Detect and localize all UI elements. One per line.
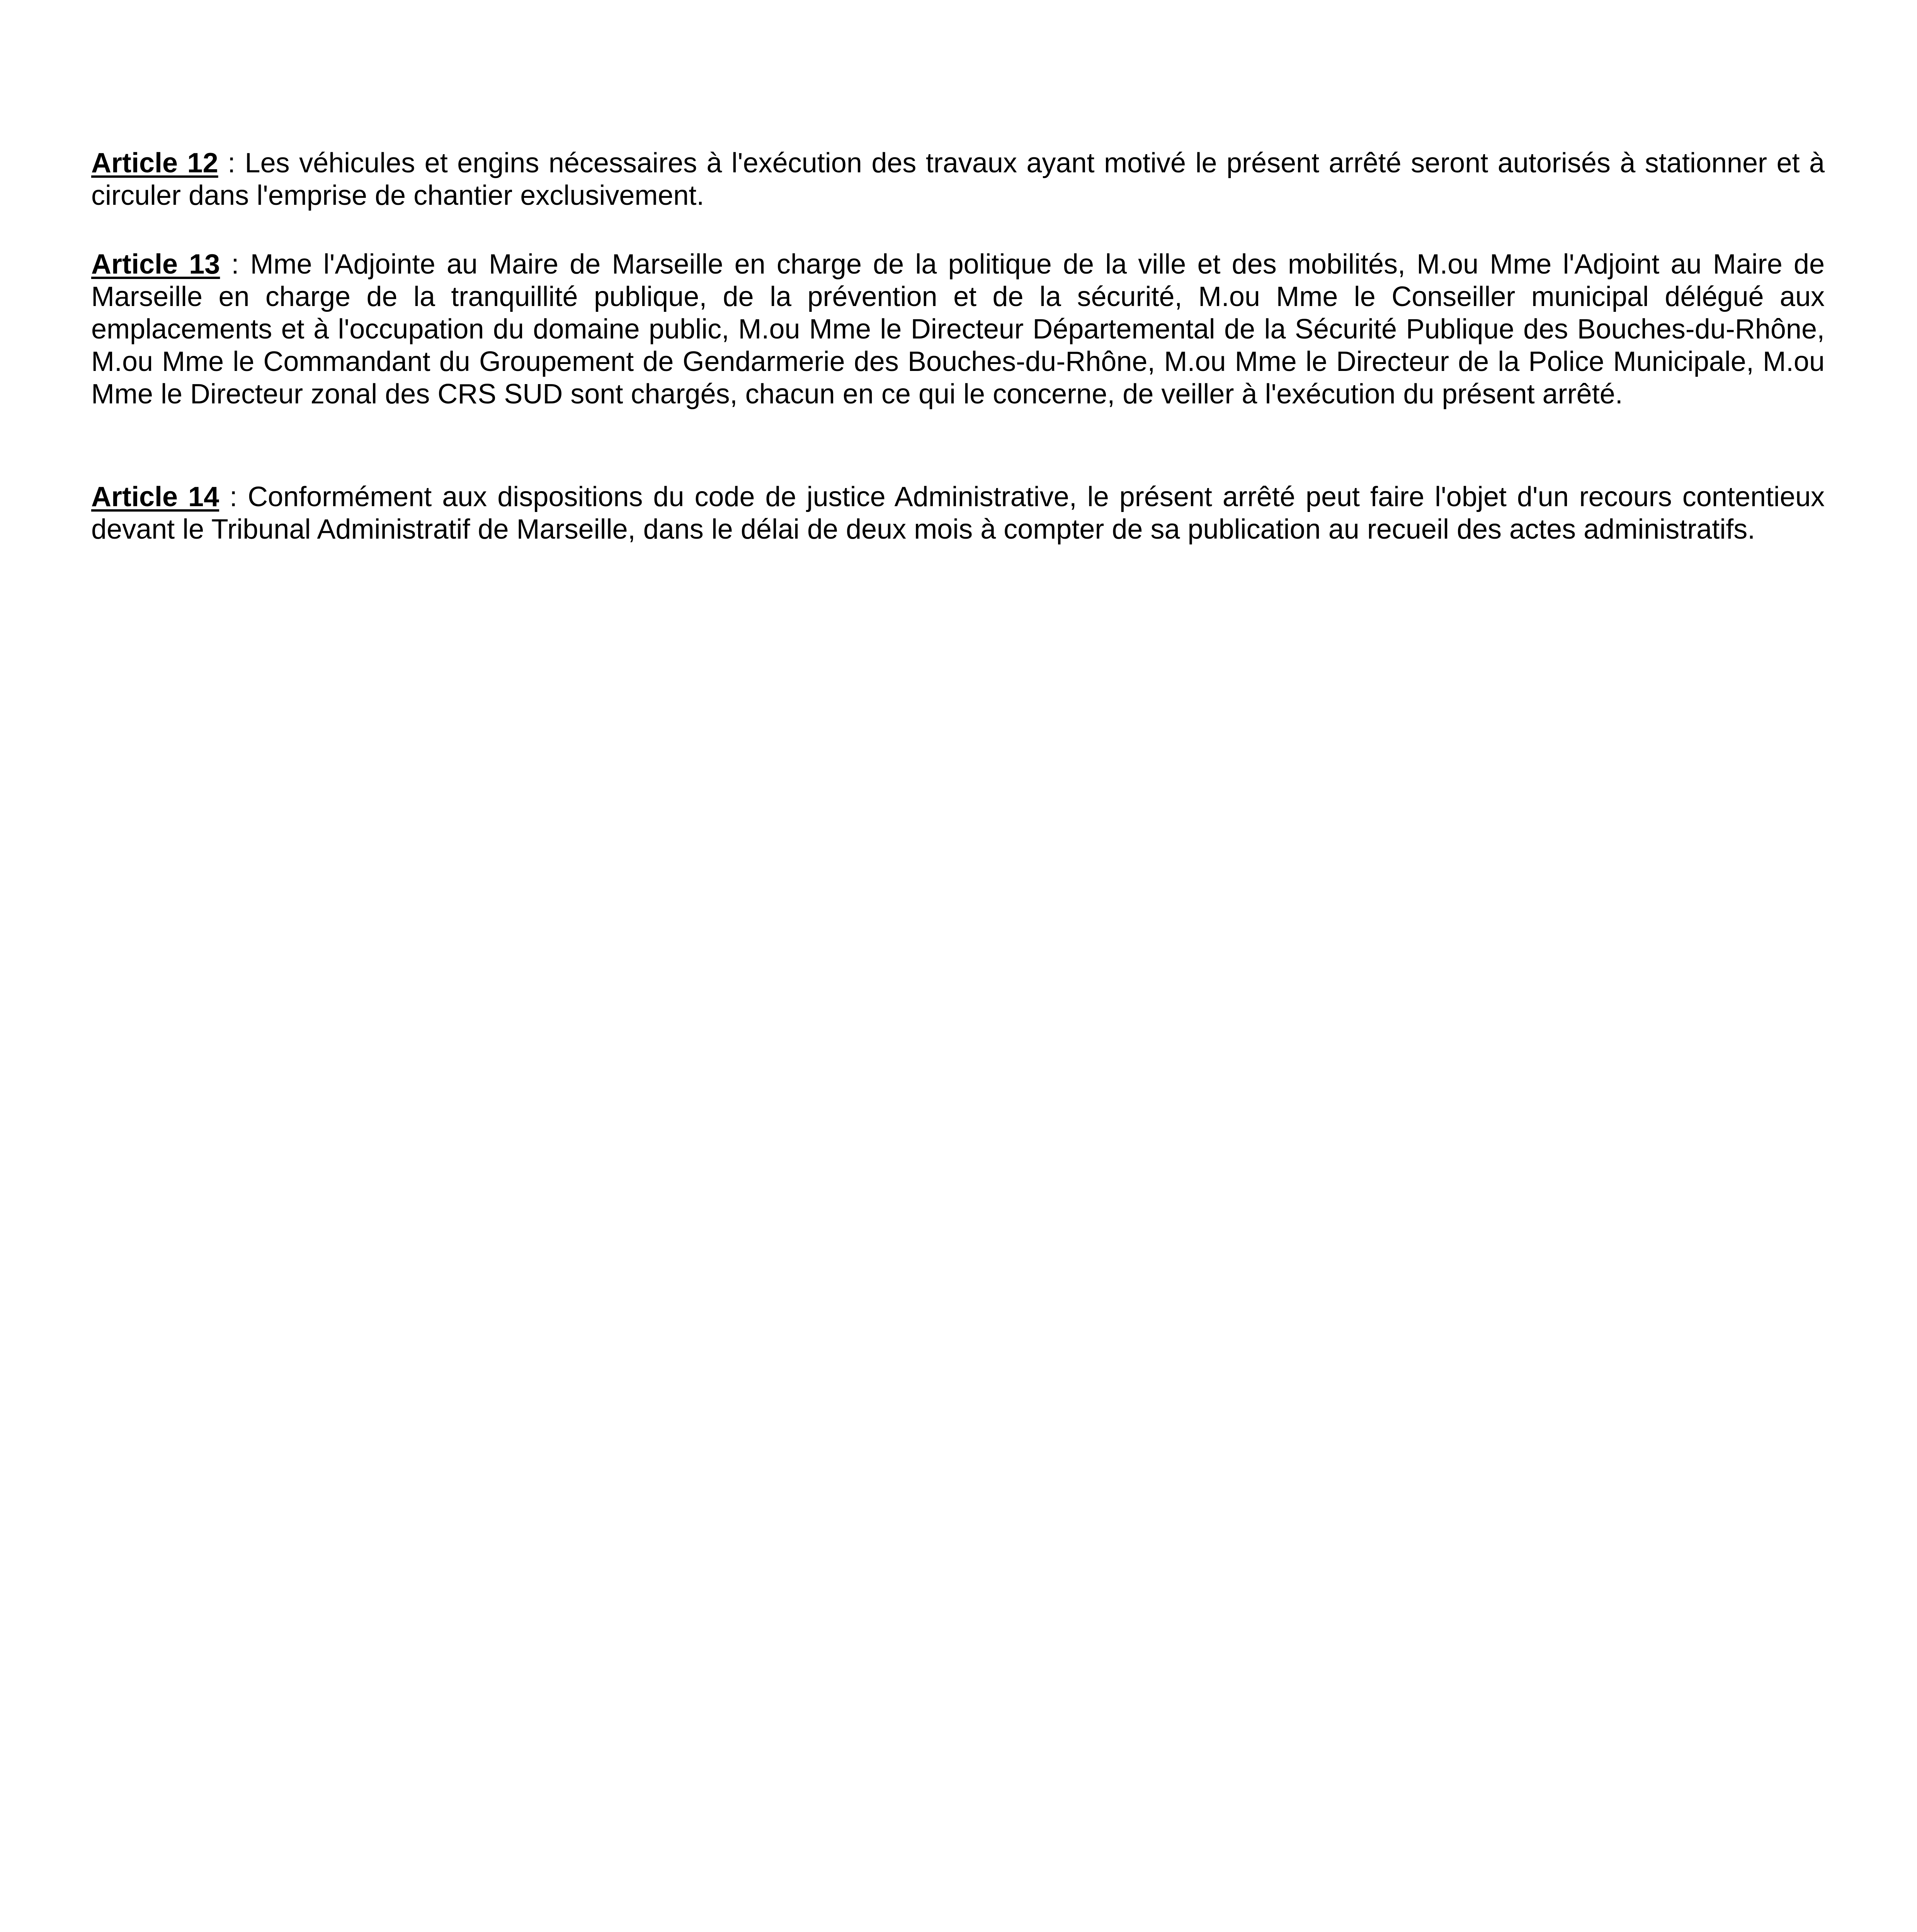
- article-14: [91, 481, 1825, 546]
- article-label: Article 13: [91, 249, 220, 280]
- article-12: [91, 147, 1825, 212]
- article-label: Article 12: [91, 148, 218, 179]
- article-separator: :: [219, 481, 248, 512]
- article-text: Mme l'Adjointe au Maire de Marseille en charge de la politique de la ville et des mobilités, M.ou Mme l'Adjoint au Maire de Marseille en charge de la tranquillité publique, de la prévention et de la sécurité, M.ou Mme le Conseiller municipal délégué aux emplacements et à l'occupation du domaine public, M.ou Mme le Directeur Départemental de la Sécurité Publique des Bouches-du-Rhône, M.ou Mme le Commandant du Groupement de Gendarmerie des Bouches-du-Rhône, M.ou Mme le Directeur de la Police Municipale, M.ou Mme le Directeur zonal des CRS SUD sont chargés, chacun en ce qui le concerne, de veiller à l'exécution du présent arrêté.: [91, 249, 1825, 410]
- article-text: Les véhicules et engins nécessaires à l'exécution des travaux ayant motivé le présent arrêté seront autorisés à stationner et à circuler dans l'emprise de chantier exclusivement.: [91, 148, 1825, 211]
- article-13: [91, 248, 1825, 410]
- article-label: Article 14: [91, 481, 219, 512]
- article-separator: :: [218, 148, 245, 179]
- article-separator: :: [220, 249, 250, 280]
- article-text: Conformément aux dispositions du code de justice Administrative, le présent arrêté peut faire l'objet d'un recours contentieux devant le Tribunal Administratif de Marseille, dans le délai de deux mois à compter de sa publication au recueil des actes administratifs.: [91, 481, 1825, 545]
